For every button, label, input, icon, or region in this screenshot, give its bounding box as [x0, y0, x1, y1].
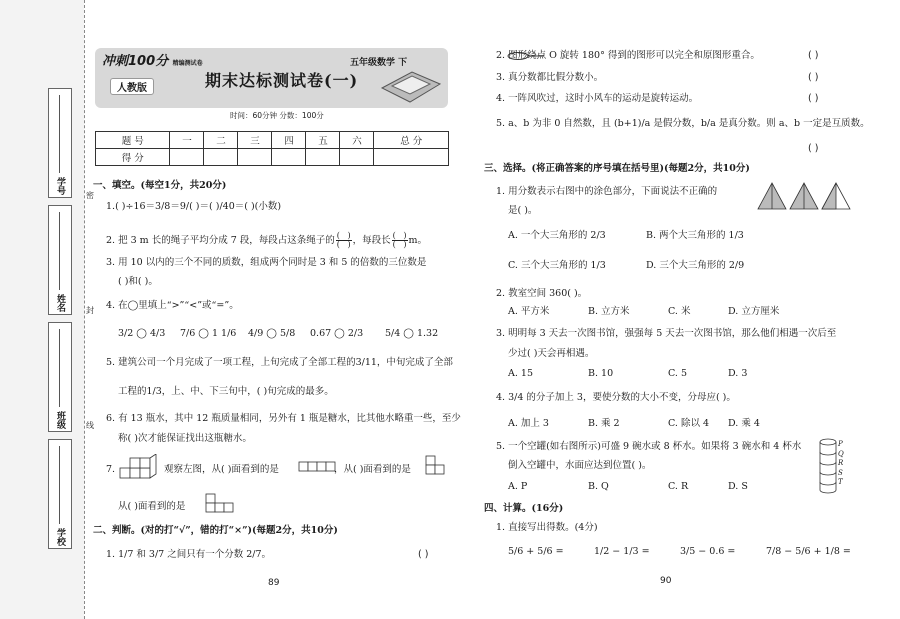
choice-q1-line1: 1. 用分数表示右图中的涂色部分，下面说法不正确的 [496, 186, 718, 197]
cut-mark-feng: 封 [86, 306, 94, 315]
can-label: R [838, 459, 844, 467]
judge-q3-answer[interactable]: ( ) [808, 72, 819, 83]
student-id-line [59, 95, 60, 173]
judge-q2: 2. 图形绕点 O 旋转 180° 得到的图形可以完全和原图形重合。 [496, 50, 760, 61]
choice-q4: 4. 3/4 的分子加上 3，要使分数的大小不变，分母应( )。 [496, 392, 736, 403]
class-line [59, 329, 60, 407]
section-choice-title: 三、选择。(将正确答案的序号填在括号里)(每题2分，共10分) [484, 163, 750, 174]
score-cell: 三 [238, 132, 272, 149]
judge-q3: 3. 真分数都比假分数小。 [496, 72, 604, 83]
choice-q3-option-a[interactable]: A. 15 [508, 368, 533, 379]
score-cell: 总 分 [374, 132, 449, 149]
choice-q5-line1: 5. 一个空罐(如右图所示)可盛 9 碗水或 8 杯水。如果将 3 碗水和 4 杯水 [496, 441, 802, 452]
fill-q7-text1: 观察左图，从( )面看到的是 [164, 464, 279, 475]
choice-q3-option-d[interactable]: D. 3 [728, 368, 748, 379]
fill-q6-line2: 称( )次才能保证找出这瓶糖水。 [118, 433, 252, 444]
fill-q3-line1: 3. 用 10 以内的三个不同的质数，组成两个同时是 3 和 5 的倍数的三位数是 [106, 257, 427, 268]
score-cell: 四 [272, 132, 306, 149]
calc-q1: 1. 直接写出得数。(4分) [496, 522, 598, 533]
score-cell: 六 [340, 132, 374, 149]
score-input[interactable] [306, 149, 340, 166]
can-label: P [838, 440, 843, 448]
calc-item: 3/5 − 0.6 = [680, 546, 736, 557]
edition-badge: 人教版 [110, 78, 154, 95]
score-row-label: 得 分 [96, 149, 170, 166]
choice-q5-line2: 倒入空罐中，水面应达到位置( )。 [508, 460, 652, 471]
choice-q3-option-b[interactable]: B. 10 [588, 368, 614, 379]
cube-stack-illustration [118, 454, 162, 484]
choice-q1-option-c[interactable]: C. 三个大三角形的 1/3 [508, 260, 606, 271]
choice-q4-option-a[interactable]: A. 加上 3 [508, 418, 549, 429]
fill-q1: 1.( )÷16＝3/8＝9/( )＝( )/40＝( )(小数) [106, 201, 282, 212]
class-box[interactable] [48, 322, 72, 432]
choice-q5-option-b[interactable]: B. Q [588, 481, 609, 492]
choice-q3-option-c[interactable]: C. 5 [668, 368, 688, 379]
fill-q5-line2: 工程的1/3，上、中、下三旬中，( )旬完成的最多。 [118, 386, 334, 397]
fill-q3-line2: ( )和( )。 [118, 276, 158, 287]
name-line [59, 212, 60, 290]
cut-mark-mi: 密 [86, 191, 94, 200]
school-line [59, 446, 60, 524]
fill-q5-line1: 5. 建筑公司一个月完成了一项工程，上旬完成了全部工程的3/11，中旬完成了全部 [106, 357, 453, 368]
score-input[interactable] [374, 149, 449, 166]
school-box[interactable] [48, 439, 72, 549]
calc-item: 7/8 − 5/6 + 1/8 = [766, 546, 851, 557]
can-label: T [838, 478, 843, 486]
choice-q2-option-b[interactable]: B. 立方米 [588, 306, 630, 317]
choice-q1-option-b[interactable]: B. 两个大三角形的 1/3 [646, 230, 744, 241]
score-table [95, 131, 449, 166]
choice-q2-option-a[interactable]: A. 平方米 [508, 306, 550, 317]
fill-q6-line1: 6. 有 13 瓶水，其中 12 瓶质量相同，另外有 1 瓶是糖水，比其他水略重一些，至少 [106, 413, 461, 424]
score-input[interactable] [170, 149, 204, 166]
choice-q4-option-c[interactable]: C. 除以 4 [668, 418, 710, 429]
score-input[interactable] [340, 149, 374, 166]
judge-q1: 1. 1/7 和 3/7 之间只有一个分数 2/7。 [106, 549, 272, 560]
score-cell: 二 [204, 132, 238, 149]
view-shape-3 [204, 492, 238, 516]
choice-q3-line2: 少过( )天会再相遇。 [508, 348, 595, 359]
book-illustration [378, 66, 444, 106]
score-cell: 五 [306, 132, 340, 149]
fill-q7-number: 7. [106, 464, 116, 475]
can-figure [818, 436, 840, 496]
choice-q1-option-d[interactable]: D. 三个大三角形的 2/9 [646, 260, 745, 271]
view-shape-2 [424, 454, 448, 478]
judge-q1-answer[interactable]: ( ) [418, 549, 429, 560]
choice-q1-option-a[interactable]: A. 一个大三角形的 2/3 [508, 230, 606, 241]
choice-q5-option-a[interactable]: A. P [508, 481, 528, 492]
score-input[interactable] [204, 149, 238, 166]
page-number-left: 89 [268, 578, 280, 588]
calc-item: 1/2 − 1/3 = [594, 546, 650, 557]
score-input[interactable] [272, 149, 306, 166]
triangles-figure [756, 181, 852, 211]
section-judge-title: 二、判断。(对的打“√”，错的打“×”)(每题2分，共10分) [93, 525, 338, 536]
score-cell: 题 号 [96, 132, 170, 149]
fill-q4: 4. 在◯里填上“>”“<”或“=”。 [106, 300, 239, 311]
compare-item: 3/2 ◯ 4/3 [118, 328, 166, 339]
score-input[interactable] [238, 149, 272, 166]
section-fill-title: 一、填空。(每空1分，共20分) [93, 180, 227, 191]
compare-item: 7/6 ◯ 1 1/6 [180, 328, 237, 339]
page-title: 期末达标测试卷(一) [205, 71, 359, 90]
score-cell: 一 [170, 132, 204, 149]
fill-q2: 2. 把 3 m 长的绳子平均分成 7 段，每段占这条绳子的 $\frac{( )}{( )}$ ，每段长 $\frac{( )}{( )}$ m。 [106, 231, 428, 249]
judge-q2-answer[interactable]: ( ) [808, 50, 819, 61]
class-label: 班级 [55, 411, 65, 429]
judge-q5: 5. a、b 为非 0 自然数，且 (b+1)/a 是假分数，b/a 是真分数。则 a、b 一定是互质数。 [496, 118, 870, 129]
choice-q5-option-d[interactable]: D. S [728, 481, 748, 492]
choice-q3-line1: 3. 明明每 3 天去一次图书馆，强强每 5 天去一次图书馆，那么他们相遇一次后至 [496, 328, 837, 339]
can-labels [838, 440, 844, 488]
choice-q2-option-c[interactable]: C. 米 [668, 306, 691, 317]
fill-q7-text3: 从( )面看到的是 [118, 501, 186, 512]
choice-q1-line2: 是( )。 [508, 205, 538, 216]
school-label: 学校 [55, 528, 65, 546]
choice-q4-option-b[interactable]: B. 乘 2 [588, 418, 620, 429]
compare-item: 5/4 ◯ 1.32 [385, 328, 439, 339]
exam-meta: 时间：60分钟 分数：100分 [230, 111, 324, 120]
student-id-label: 学号 [55, 177, 65, 195]
student-id-box[interactable] [48, 88, 72, 198]
compare-item: 0.67 ◯ 2/3 [310, 328, 364, 339]
name-box[interactable] [48, 205, 72, 315]
fill-q2-blank-fraction-2[interactable]: $\frac{( )}{( )}$ [392, 231, 407, 249]
compare-item: 4/9 ◯ 5/8 [248, 328, 296, 339]
can-label: S [838, 468, 843, 477]
choice-q2-option-d[interactable]: D. 立方厘米 [728, 306, 780, 317]
view-shape-1 [298, 459, 338, 473]
score-header-row [96, 132, 449, 149]
can-label: Q [838, 449, 844, 458]
fill-q7-text2: ，从( )面看到的是 [334, 464, 411, 475]
grade-label: 五年级数学 下 [350, 58, 408, 68]
judge-q4: 4. 一阵风吹过，这时小风车的运动是旋转运动。 [496, 93, 699, 104]
page-number-right: 90 [660, 576, 672, 586]
brand-logo: 冲刺100分 精编测试卷 [102, 54, 203, 69]
section-calc-title: 四、计算。(16分) [484, 503, 564, 514]
judge-q4-answer[interactable]: ( ) [808, 93, 819, 104]
choice-q2: 2. 教室空间 360( )。 [496, 288, 588, 299]
name-label: 姓名 [55, 294, 65, 312]
cut-mark-xian: 线 [86, 421, 94, 430]
score-value-row [96, 149, 449, 166]
calc-item: 5/6 + 5/6 = [508, 546, 564, 557]
judge-q5-answer[interactable]: ( ) [808, 143, 819, 154]
choice-q5-option-c[interactable]: C. R [668, 481, 689, 492]
fill-q2-blank-fraction[interactable]: $\frac{( )}{( )}$ [336, 231, 351, 249]
choice-q4-option-d[interactable]: D. 乘 4 [728, 418, 760, 429]
